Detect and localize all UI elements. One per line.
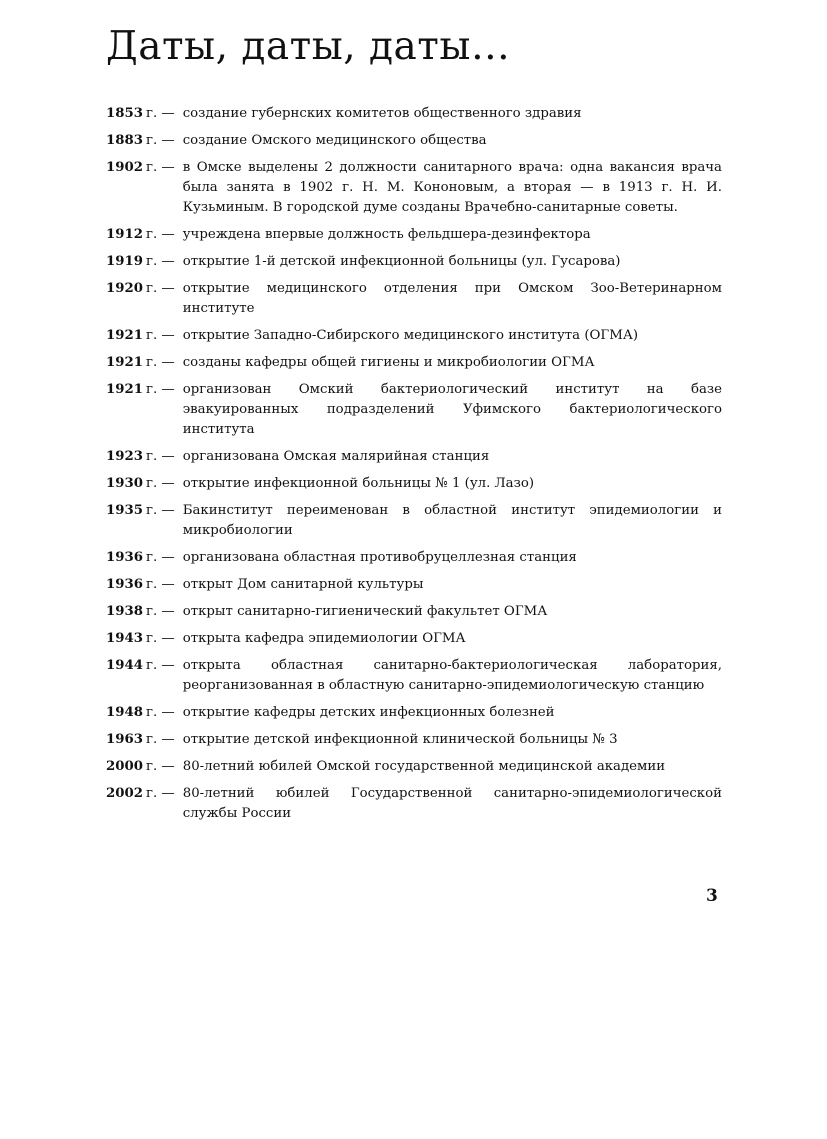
entry-year: 1930 <box>106 476 144 491</box>
entry-suffix: г. — <box>146 503 175 518</box>
entry-suffix: г. — <box>146 476 175 491</box>
entry-text: открытие 1-й детской инфекционной больницы (ул. Гусарова) <box>182 254 621 269</box>
entry-text: открыта кафедра эпидемиологии ОГМА <box>182 631 466 646</box>
entry-text: открыта областная санитарно-бактериологическая лаборатория, реорганизованная в областную санитарно-эпидемиологическую станцию <box>182 658 722 693</box>
entry-year: 1920 <box>106 281 144 296</box>
entry-text: Бакинститут переименован в областной институт эпидемиологии и микробиологии <box>182 503 722 538</box>
entry-year: 1963 <box>106 732 144 747</box>
entry-year: 2000 <box>106 759 144 774</box>
entry-text: организован Омский бактериологический институт на базе эвакуированных подразделений Уфимского бактериологического института <box>182 382 722 437</box>
entry-year: 1921 <box>106 328 144 343</box>
date-entry <box>106 447 722 467</box>
date-entry <box>106 656 722 696</box>
entry-suffix: г. — <box>146 786 175 801</box>
entry-text: открыт санитарно-гигиенический факультет ОГМА <box>182 604 548 619</box>
entry-suffix: г. — <box>146 106 175 121</box>
date-entry <box>106 380 722 440</box>
entry-year: 1921 <box>106 382 144 397</box>
entry-suffix: г. — <box>146 355 175 370</box>
date-entry <box>106 602 722 622</box>
entry-text: учреждена впервые должность фельдшера-дезинфектора <box>182 227 591 242</box>
date-entry <box>106 629 722 649</box>
entry-year: 1919 <box>106 254 144 269</box>
entry-text: открытие Западно-Сибирского медицинского института (ОГМА) <box>182 328 639 343</box>
entry-suffix: г. — <box>146 449 175 464</box>
entry-suffix: г. — <box>146 604 175 619</box>
entry-suffix: г. — <box>146 759 175 774</box>
date-entry <box>106 279 722 319</box>
entry-text: создание губернских комитетов общественного здравия <box>182 106 582 121</box>
entry-year: 2002 <box>106 786 144 801</box>
date-entry <box>106 575 722 595</box>
date-entry <box>106 703 722 723</box>
entry-text: организована областная противобруцеллезная станция <box>182 550 577 565</box>
date-entry <box>106 784 722 824</box>
entry-text: 80-летний юбилей Государственной санитарно-эпидемиологической службы России <box>182 786 722 821</box>
entry-text: открытие детской инфекционной клинической больницы № 3 <box>182 732 618 747</box>
date-entry <box>106 548 722 568</box>
date-entry <box>106 158 722 218</box>
entry-suffix: г. — <box>146 254 175 269</box>
date-entry <box>106 326 722 346</box>
entry-year: 1923 <box>106 449 144 464</box>
entry-year: 1943 <box>106 631 144 646</box>
entry-year: 1883 <box>106 133 144 148</box>
entry-year: 1936 <box>106 577 144 592</box>
entry-suffix: г. — <box>146 160 175 175</box>
date-entry <box>106 353 722 373</box>
entry-suffix: г. — <box>146 732 175 747</box>
entry-year: 1902 <box>106 160 144 175</box>
entry-suffix: г. — <box>146 382 175 397</box>
entry-year: 1936 <box>106 550 144 565</box>
date-entry <box>106 131 722 151</box>
entry-year: 1935 <box>106 503 144 518</box>
date-entry <box>106 474 722 494</box>
entry-text: открыт Дом санитарной культуры <box>182 577 424 592</box>
entry-suffix: г. — <box>146 705 175 720</box>
page-number: 3 <box>706 886 718 906</box>
entry-year: 1938 <box>106 604 144 619</box>
date-entry <box>106 501 722 541</box>
entry-year: 1912 <box>106 227 144 242</box>
entry-text: в Омске выделены 2 должности санитарного врача: одна вакансия врача была занята в 1902 г. Н. М. Кононовым, а вторая — в 1913 г. Н. И. Кузьминым. В городской думе созданы Врачебно-санитарные советы. <box>182 160 722 215</box>
date-entry <box>106 730 722 750</box>
date-entry <box>106 252 722 272</box>
entry-suffix: г. — <box>146 133 175 148</box>
entry-year: 1944 <box>106 658 144 673</box>
entry-text: открытие медицинского отделения при Омском Зоо-Ветеринарном институте <box>182 281 722 316</box>
date-entry <box>106 104 722 124</box>
entry-suffix: г. — <box>146 281 175 296</box>
page-title: Даты, даты, даты… <box>106 24 511 69</box>
entry-text: открытие кафедры детских инфекционных болезней <box>182 705 555 720</box>
entry-suffix: г. — <box>146 631 175 646</box>
entry-suffix: г. — <box>146 577 175 592</box>
entry-text: 80-летний юбилей Омской государственной медицинской академии <box>182 759 666 774</box>
entry-suffix: г. — <box>146 658 175 673</box>
entry-text: создание Омского медицинского общества <box>182 133 487 148</box>
dates-list <box>106 104 722 831</box>
entry-year: 1921 <box>106 355 144 370</box>
entry-year: 1853 <box>106 106 144 121</box>
entry-text: организована Омская малярийная станция <box>182 449 490 464</box>
date-entry <box>106 225 722 245</box>
entry-suffix: г. — <box>146 550 175 565</box>
entry-text: созданы кафедры общей гигиены и микробиологии ОГМА <box>182 355 595 370</box>
entry-year: 1948 <box>106 705 144 720</box>
date-entry <box>106 757 722 777</box>
entry-text: открытие инфекционной больницы № 1 (ул. Лазо) <box>182 476 535 491</box>
entry-suffix: г. — <box>146 328 175 343</box>
entry-suffix: г. — <box>146 227 175 242</box>
